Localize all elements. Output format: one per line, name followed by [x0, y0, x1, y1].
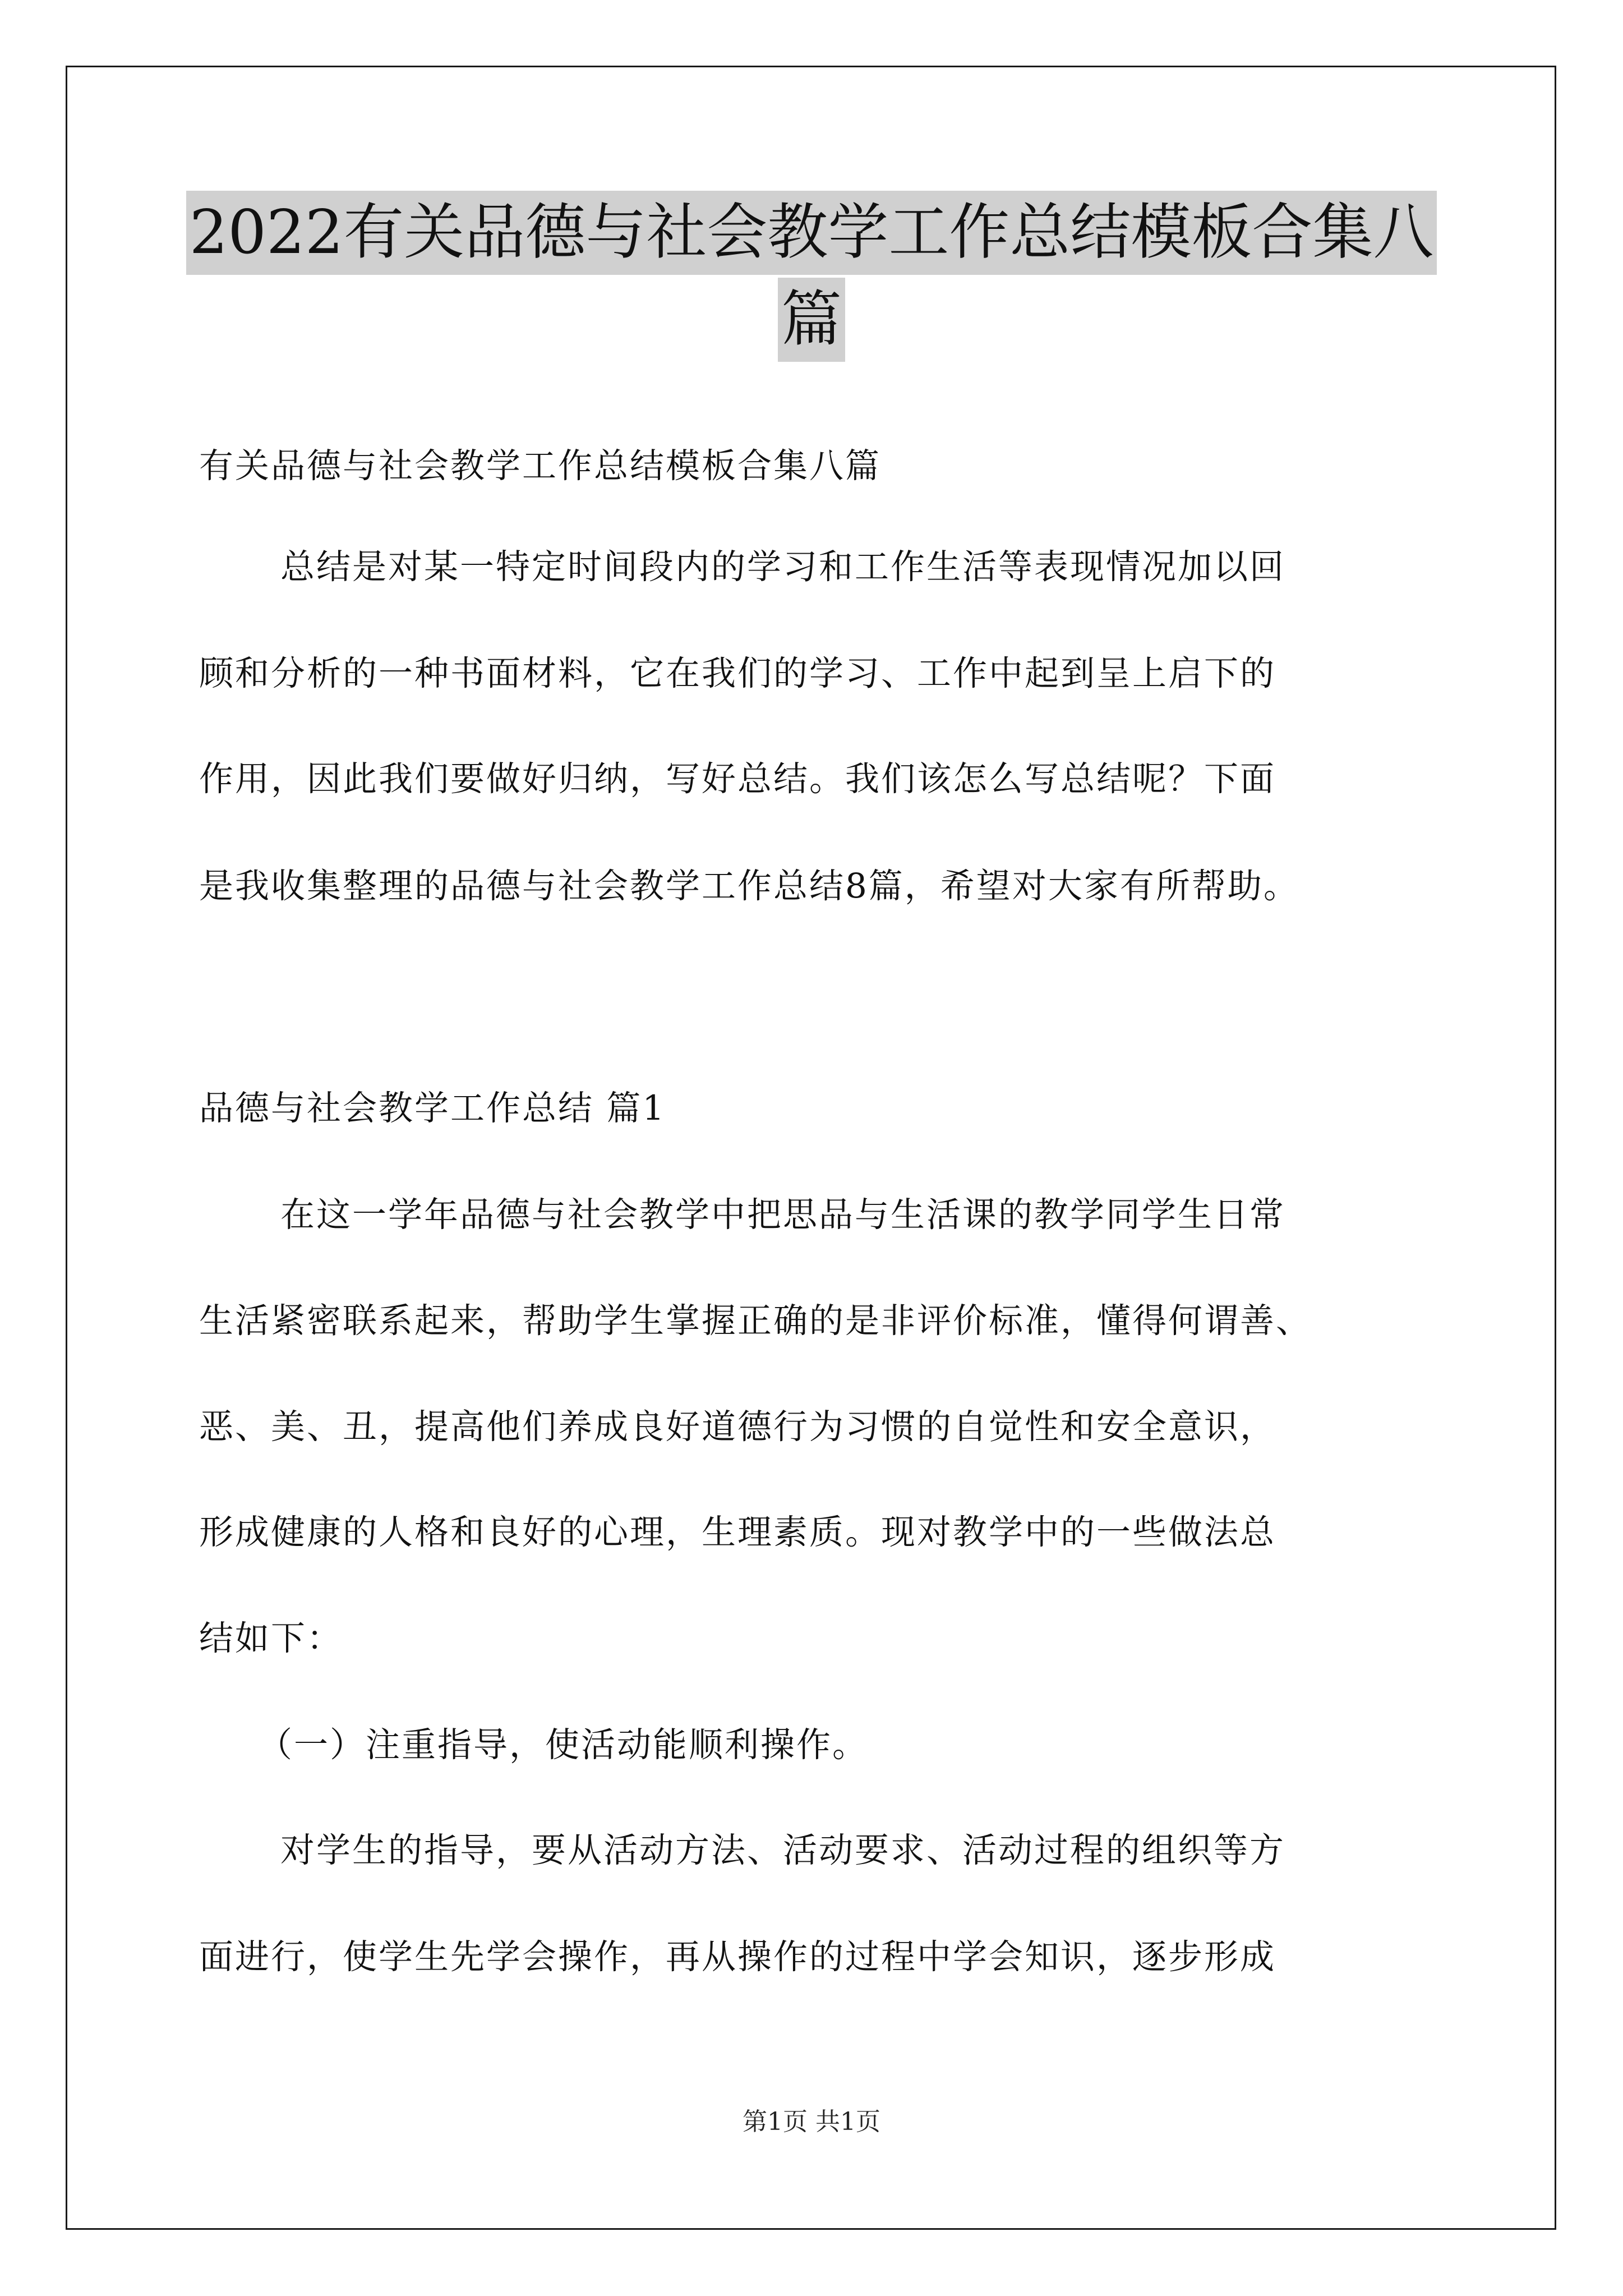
- intro-line-1: 总结是对某一特定时间段内的学习和工作生活等表现情况加以回: [280, 547, 1286, 587]
- subtitle: 有关品德与社会教学工作总结模板合集八篇: [199, 446, 882, 486]
- title-line-2: 篇: [778, 278, 845, 362]
- page-footer: 第1页 共1页: [743, 2108, 880, 2136]
- title-line-1: 2022有关品德与社会教学工作总结模板合集八: [186, 191, 1437, 275]
- point-line-1: 对学生的指导，要从活动方法、活动要求、活动过程的组织等方: [280, 1830, 1286, 1870]
- page-border: [66, 66, 1556, 2230]
- intro-line-4: 是我收集整理的品德与社会教学工作总结8篇，希望对大家有所帮助。: [199, 866, 1299, 906]
- intro-line-2: 顾和分析的一种书面材料，它在我们的学习、工作中起到呈上启下的: [199, 654, 1276, 693]
- section-line-1: 在这一学年品德与社会教学中把思品与生活课的教学同学生日常: [280, 1195, 1286, 1235]
- section-line-4: 形成健康的人格和良好的心理，生理素质。现对教学中的一些做法总: [199, 1512, 1276, 1552]
- section-line-3: 恶、美、丑，提高他们养成良好道德行为习惯的自觉性和安全意识，: [199, 1407, 1276, 1447]
- point-line-2: 面进行，使学生先学会操作，再从操作的过程中学会知识，逐步形成: [199, 1937, 1276, 1977]
- section-line-5: 结如下：: [199, 1618, 343, 1658]
- intro-line-3: 作用，因此我们要做好归纳，写好总结。我们该怎么写总结呢？下面: [199, 759, 1276, 799]
- section-heading: 品德与社会教学工作总结 篇1: [199, 1088, 666, 1128]
- document-title: [0, 191, 1623, 355]
- section-line-2: 生活紧密联系起来，帮助学生掌握正确的是非评价标准，懂得何谓善、: [199, 1301, 1312, 1341]
- point-heading: （一）注重指导，使活动能顺利操作。: [258, 1725, 869, 1765]
